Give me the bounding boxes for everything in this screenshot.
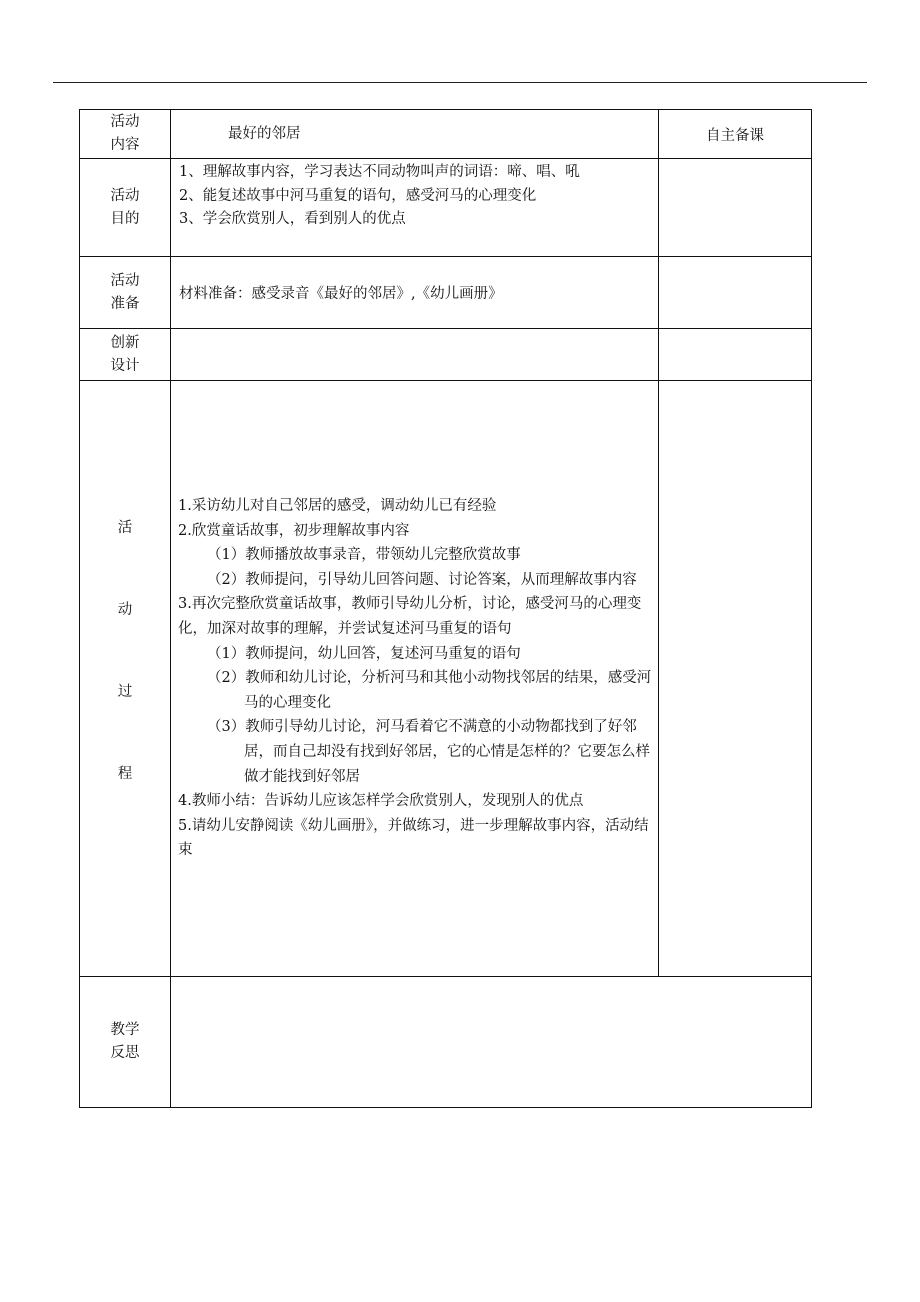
goal-item: 1、理解故事内容，学习表达不同动物叫声的词语：啼、唱、吼 <box>179 164 580 180</box>
label-reflection: 教学 反思 <box>80 977 171 1108</box>
header-rule <box>53 82 867 83</box>
row-prep <box>80 257 812 329</box>
process-substep: （1）教师播放故事录音，带领幼儿完整欣赏故事 <box>207 547 521 564</box>
process-substep: （2）教师提问，引导幼儿回答问题、讨论答案，从而理解故事内容 <box>207 571 637 588</box>
goals-notes <box>659 159 812 257</box>
process-step: 1.采访幼儿对自己邻居的感受，调动幼儿已有经验 <box>178 498 497 515</box>
goals-list <box>171 159 659 257</box>
label-activity-process: 活 动 过 程 <box>80 381 171 977</box>
row-goals <box>80 159 812 257</box>
reflection-content <box>171 977 812 1108</box>
process-steps <box>171 381 659 977</box>
process-step: 5.请幼儿安静阅读《幼儿画册》，并做练习，进一步理解故事内容，活动结束 <box>178 817 649 859</box>
row-process <box>80 381 812 977</box>
self-prep-label: 自主备课 <box>659 110 812 159</box>
process-step: 2.欣赏童话故事，初步理解故事内容 <box>178 522 410 539</box>
process-substep: （1）教师提问，幼儿回答，复述河马重复的语句 <box>207 645 521 662</box>
prep-notes <box>659 257 812 329</box>
innovation-content <box>171 329 659 381</box>
row-innovation <box>80 329 812 381</box>
goal-item: 2、能复述故事中河马重复的语句，感受河马的心理变化 <box>179 187 537 204</box>
goal-item: 3、学会欣赏别人，看到别人的优点 <box>179 211 406 227</box>
process-notes <box>659 381 812 977</box>
row-reflection <box>80 977 812 1108</box>
label-activity-prep: 活动 准备 <box>80 257 171 329</box>
activity-topic: 最好的邻居 <box>171 110 659 159</box>
lesson-plan-table <box>79 109 812 1108</box>
row-content <box>80 110 812 159</box>
label-activity-content: 活动 内容 <box>80 110 171 159</box>
process-step: 4.教师小结：告诉幼儿应该怎样学会欣赏别人，发现别人的优点 <box>178 793 584 810</box>
innovation-notes <box>659 329 812 381</box>
process-substep: （2）教师和幼儿讨论，分析河马和其他小动物找邻居的结果，感受河马的心理变化 <box>207 670 652 711</box>
label-innovation: 创新 设计 <box>80 329 171 381</box>
process-step: 3.再次完整欣赏童话故事，教师引导幼儿分析，讨论，感受河马的心理变化，加深对故事的理解，并尝试复述河马重复的语句 <box>178 596 642 638</box>
process-substep: （3）教师引导幼儿讨论，河马看着它不满意的小动物都找到了好邻居，而自己却没有找到好邻居，它的心情是怎样的？它要怎么样做才能找到好邻居 <box>207 719 650 785</box>
prep-text: 材料准备：感受录音《最好的邻居》,《幼儿画册》 <box>171 257 659 329</box>
label-activity-goals: 活动 目的 <box>80 159 171 257</box>
